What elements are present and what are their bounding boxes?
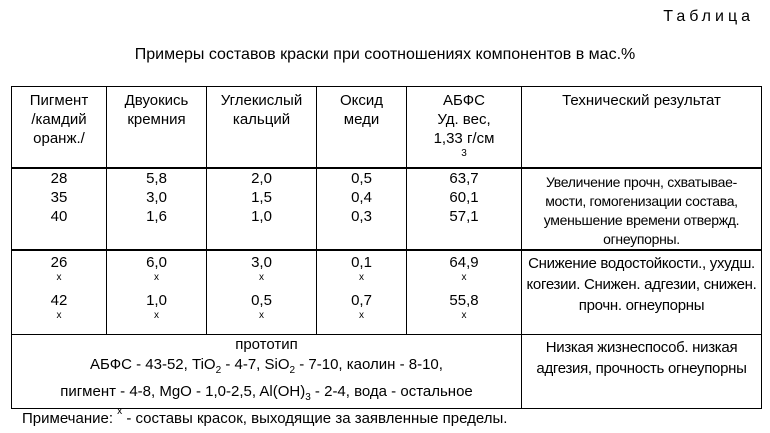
composition-table — [11, 86, 762, 409]
table-row — [12, 250, 762, 334]
prototype-composition: АБФС - 43-52, TiO$_2$ - 4-7, SiO$_2$ - 7-10, каолин - 8-10, пигмент - 4-8, MgO - 1,0-2,5, $Al(OH)_3 - 2-4$, вода - остальное — [60, 355, 473, 403]
header-pigment: Пигмент /камдий оранж./ — [12, 87, 107, 169]
table-title: Примеры составов краски при соотношениях компонентов в мас.% — [134, 46, 636, 63]
group1-pigment: 28 35 40 — [12, 168, 107, 250]
header-copper-oxide: Оксид меди — [317, 87, 407, 169]
group2-calcium-carbonate: 3,0 $^x$ 0,5 $^x$ — [207, 250, 317, 334]
table-caption: Таблица — [663, 8, 754, 25]
group1-silica: 5,8 3,0 1,6 — [107, 168, 207, 250]
group1-result: Увеличение прочн, схватывае-мости, гомогенизации состава, уменьшение времени отвержд. огнеупорны. — [522, 168, 762, 250]
group1-abfs: 63,7 60,1 57,1 — [407, 168, 522, 250]
header-abfs: АБФС Уд. вес, 1,33 г/см $^3$ — [407, 87, 522, 169]
group2-silica: 6,0 $^x$ 1,0 $^x$ — [107, 250, 207, 334]
group2-pigment: 26 $^x$ 42 $^x$ — [12, 250, 107, 334]
header-silica: Двуокись кремния — [107, 87, 207, 169]
table-row — [12, 334, 762, 408]
table-note: Примечание: $^x$ - составы красок, выходящие за заявленные пределы. — [22, 406, 508, 427]
group1-calcium-carbonate: 2,0 1,5 1,0 — [207, 168, 317, 250]
prototype-cell — [12, 334, 522, 408]
header-calcium-carbonate: Углекислый кальций — [207, 87, 317, 169]
group2-copper-oxide: 0,1 $^x$ 0,7 $^x$ — [317, 250, 407, 334]
group2-abfs: 64,9 $^x$ 55,8 $^x$ — [407, 250, 522, 334]
group2-result: Снижение водостойкости., ухудш. когезии. Снижен. адгезии, снижен. прочн. огнеупорны — [522, 250, 762, 334]
table-row — [12, 168, 762, 250]
group1-copper-oxide: 0,5 0,4 0,3 — [317, 168, 407, 250]
prototype-heading: прототип — [235, 335, 298, 353]
header-technical-result: Технический результат — [522, 87, 762, 169]
prototype-result: Низкая жизнеспособ. низкая адгезия, прочность огнеупорны — [522, 334, 762, 408]
